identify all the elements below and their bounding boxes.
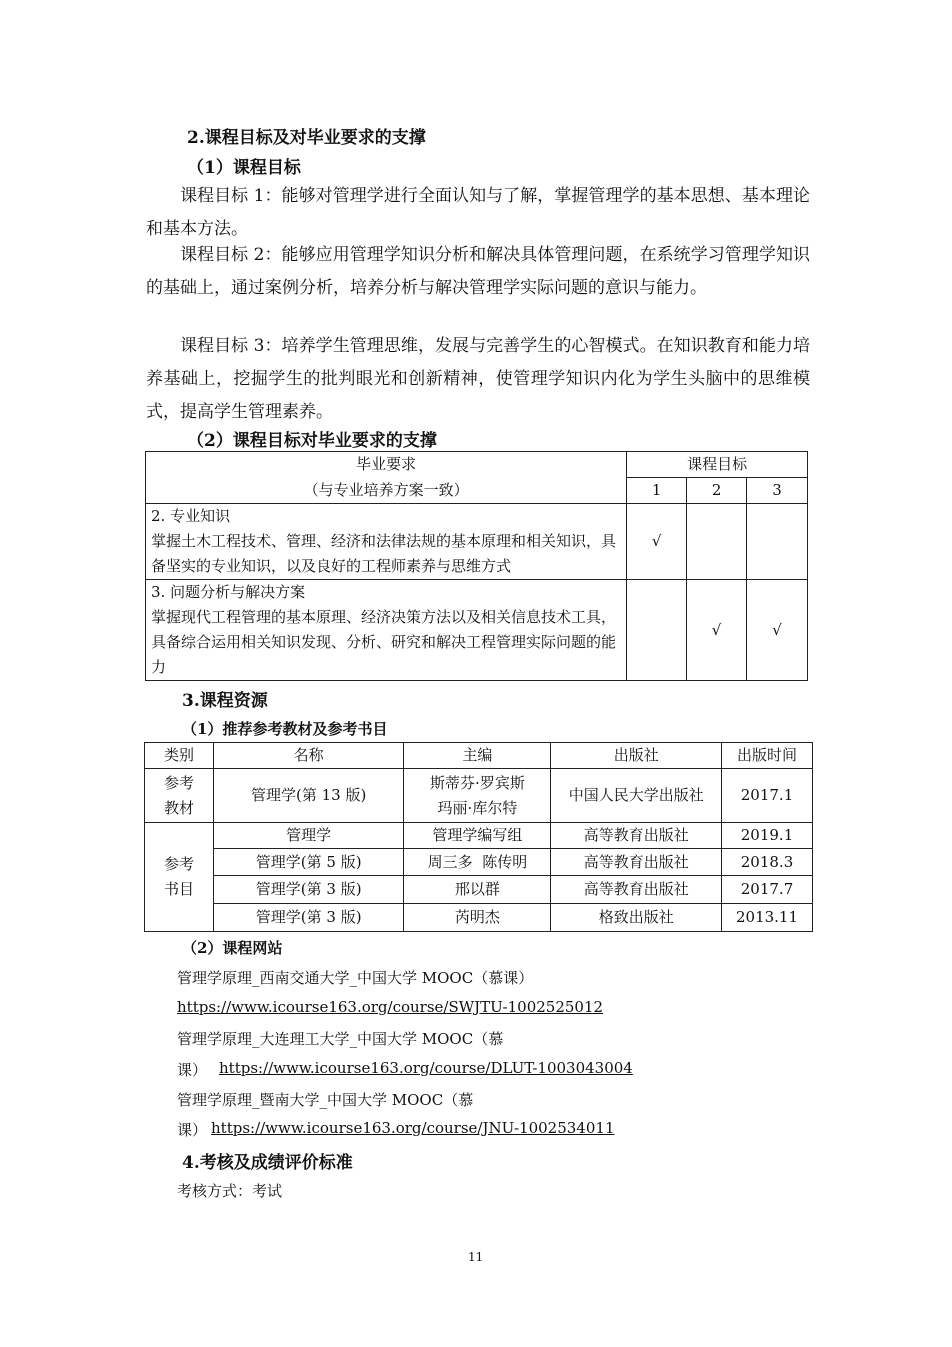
site3-prefix: 课） <box>177 1121 208 1139</box>
book-editor: 斯蒂芬·罗宾斯 玛丽·库尔特 <box>404 769 551 823</box>
book-name: 管理学(第 13 版) <box>213 769 404 823</box>
support-table <box>145 451 808 681</box>
req-desc: 掌握现代工程管理的基本原理、经济决策方法以及相关信息技术工具，具备综合运用相关知识发现、分析、研究和解决工程管理实际问题的能力 <box>151 608 617 676</box>
section3-heading: 3.课程资源 <box>182 691 268 711</box>
book-publisher: 中国人民大学出版社 <box>551 769 722 823</box>
site3-title: 管理学原理_暨南大学_中国大学 MOOC（慕 <box>177 1091 474 1109</box>
course-goals-subheading: （1）课程目标 <box>187 158 301 178</box>
site2-link[interactable]: https://www.icourse163.org/course/DLUT-1003043004 <box>219 1059 633 1077</box>
table-row <box>146 504 808 580</box>
col-header-year: 出版时间 <box>722 743 813 769</box>
check-mark <box>747 504 808 580</box>
category-textbook: 参考 教材 <box>145 769 214 823</box>
check-mark <box>687 504 747 580</box>
book-editor: 周三多 陈传明 <box>404 849 551 876</box>
goal-2-paragraph: 课程目标 2：能够应用管理学知识分析和解决具体管理问题，在系统学习管理学知识的基础上，通过案例分析，培养分析与解决管理学实际问题的意识与能力。 <box>146 245 810 298</box>
table-row <box>146 580 808 681</box>
section2-heading: 2.课程目标及对毕业要求的支撑 <box>187 128 426 148</box>
book-year: 2018.3 <box>722 849 813 876</box>
req-cell <box>146 504 627 580</box>
check-mark <box>627 580 687 681</box>
req-title: 3. 问题分析与解决方案 <box>151 583 306 601</box>
req-title: 2. 专业知识 <box>151 507 231 525</box>
site1-link[interactable]: https://www.icourse163.org/course/SWJTU-1002525012 <box>177 998 604 1016</box>
category-books: 参考 书目 <box>145 823 214 932</box>
site2-prefix: 课） <box>177 1061 208 1079</box>
site1-title: 管理学原理_西南交通大学_中国大学 MOOC（慕课） <box>177 969 534 987</box>
book-year: 2013.11 <box>722 904 813 932</box>
book-editor: 管理学编写组 <box>404 823 551 849</box>
assessment-method: 考核方式：考试 <box>177 1182 283 1200</box>
book-name: 管理学(第 3 版) <box>213 876 404 904</box>
book-year: 2017.7 <box>722 876 813 904</box>
websites-subheading: （2）课程网站 <box>182 939 283 957</box>
check-mark: √ <box>627 504 687 580</box>
table-row <box>145 904 813 932</box>
resources-table <box>144 742 813 932</box>
section4-heading: 4.考核及成绩评价标准 <box>182 1153 353 1173</box>
page-number: 11 <box>468 1250 484 1264</box>
book-publisher: 高等教育出版社 <box>551 849 722 876</box>
goal-header: 课程目标 <box>627 452 808 478</box>
book-publisher: 格致出版社 <box>551 904 722 932</box>
book-year: 2019.1 <box>722 823 813 849</box>
req-cell <box>146 580 627 681</box>
table-row <box>145 823 813 849</box>
book-publisher: 高等教育出版社 <box>551 876 722 904</box>
goal-1-paragraph: 课程目标 1：能够对管理学进行全面认知与了解，掌握管理学的基本思想、基本理论和基本方法。 <box>146 186 810 239</box>
site2-title: 管理学原理_大连理工大学_中国大学 MOOC（慕 <box>177 1030 504 1048</box>
book-editor: 邢以群 <box>404 876 551 904</box>
site3-link[interactable]: https://www.icourse163.org/course/JNU-1002534011 <box>211 1119 615 1137</box>
table-row <box>145 849 813 876</box>
references-subheading: （1）推荐参考教材及参考书目 <box>182 720 388 738</box>
table-row <box>145 876 813 904</box>
book-editor: 芮明杰 <box>404 904 551 932</box>
goal-col-3: 3 <box>747 478 808 504</box>
req-header-note: （与专业培养方案一致） <box>146 478 627 504</box>
col-header-name: 名称 <box>213 743 404 769</box>
goal-col-1: 1 <box>627 478 687 504</box>
book-name: 管理学(第 3 版) <box>213 904 404 932</box>
col-header-editor: 主编 <box>404 743 551 769</box>
check-mark: √ <box>687 580 747 681</box>
goal-3-paragraph: 课程目标 3：培养学生管理思维，发展与完善学生的心智模式。在知识教育和能力培养基础上，挖掘学生的批判眼光和创新精神，使管理学知识内化为学生头脑中的思维模式，提高学生管理素养。 <box>146 336 810 422</box>
goal-col-2: 2 <box>687 478 747 504</box>
req-header: 毕业要求 <box>146 452 627 478</box>
book-name: 管理学 <box>213 823 404 849</box>
table-row <box>145 769 813 823</box>
col-header-publisher: 出版社 <box>551 743 722 769</box>
book-year: 2017.1 <box>722 769 813 823</box>
col-header-category: 类别 <box>145 743 214 769</box>
book-publisher: 高等教育出版社 <box>551 823 722 849</box>
req-desc: 掌握土木工程技术、管理、经济和法律法规的基本原理和相关知识，具备坚实的专业知识，以及良好的工程师素养与思维方式 <box>151 532 617 575</box>
book-name: 管理学(第 5 版) <box>213 849 404 876</box>
support-subheading: （2）课程目标对毕业要求的支撑 <box>187 431 437 451</box>
check-mark: √ <box>747 580 808 681</box>
